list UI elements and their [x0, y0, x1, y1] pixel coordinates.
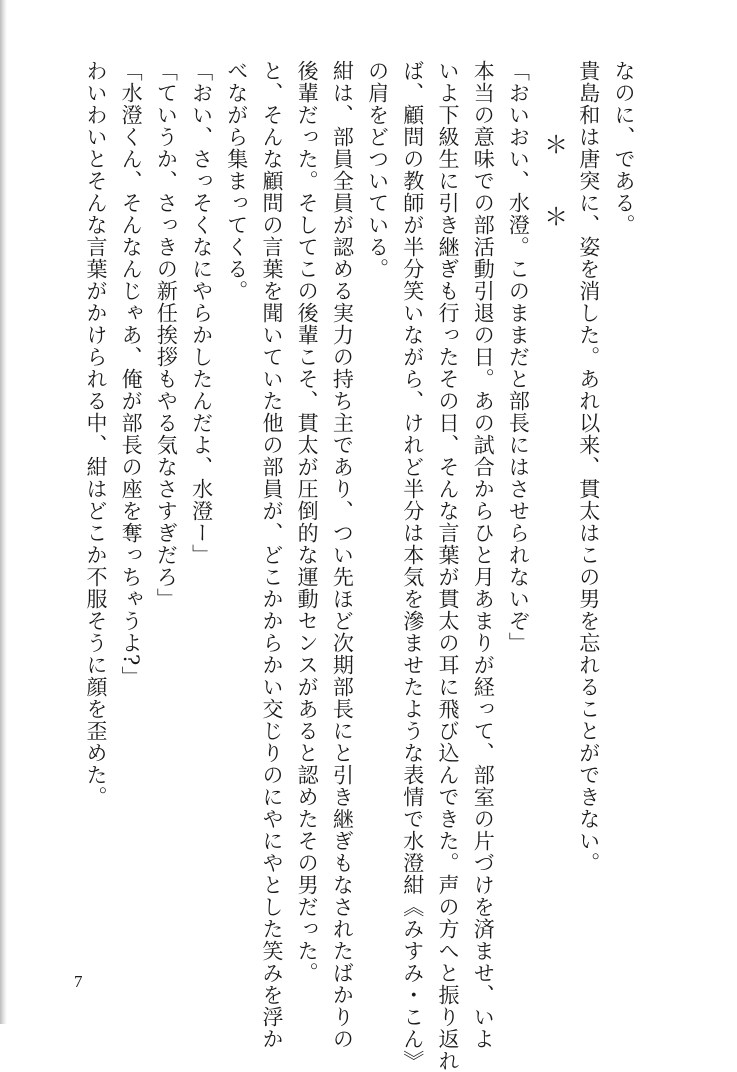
text-line-8: の肩をどついている。	[365, 60, 390, 280]
text-line-6: いよ下級生に引き継ぎも行ったその日、そんな言葉が貫太の耳に飛び込んできた。声の方へと振り返れ	[435, 60, 460, 1072]
section-break	[535, 60, 570, 960]
section-break-asterisk-2: ＊	[539, 204, 568, 228]
text-line-2: 貴島和は唐突に、姿を消した。あれ以来、貫太はこの男を忘れることができない。	[576, 60, 601, 874]
text-line-12: べながら集まってくる。	[224, 60, 249, 302]
text-line-1: なのに、である。	[612, 60, 636, 236]
text-line-16: わいわいとそんな言葉がかけられる中、紺はどこか不服そうに顔を歪めた。	[83, 60, 108, 808]
text-line-7: ば、顧問の教師が半分笑いながら、けれど半分は本気を滲ませたような表情で水澄紺《みすみ・こん》	[400, 60, 425, 1072]
page-spine-shadow	[0, 0, 7, 1024]
text-line-9: 紺は、部員全員が認める実力の持ち主であり、つい先ほど次期部長にと引き継ぎもなされたばかりの	[330, 60, 355, 1050]
section-break-asterisk-1: ＊	[539, 132, 568, 156]
text-line-dialogue-2: 「おい、さっそくなにやらかしたんだよ、水澄ー」	[189, 60, 214, 566]
page-number: 7	[74, 972, 83, 991]
text-line-dialogue-4: 「水澄くん、そんなんじゃあ、俺が部長の座を奪っちゃうよ?」	[119, 60, 144, 689]
text-line-5: 本当の意味での部活動引退の日。あの試合からひと月あまりが経って、部室の片づけを済ませ、いよ	[471, 60, 496, 1050]
text-line-dialogue-1: 「おいおい、水澄。このままだと部長にはさせられないぞ」	[506, 60, 531, 654]
text-line-10: 後輩だった。そしてこの後輩こそ、貫太が圧倒的な運動センスがあると認めたその男だった。	[295, 60, 320, 984]
text-line-dialogue-3: 「ていうか、さっきの新任挨拶もやる気なさすぎだろ」	[154, 60, 179, 610]
vertical-text-body	[78, 60, 641, 1072]
text-line-11: と、そんな顧問の言葉を聞いていた他の部員が、どこかからかい交じりのにやにやとした笑みを浮か	[259, 60, 284, 1050]
